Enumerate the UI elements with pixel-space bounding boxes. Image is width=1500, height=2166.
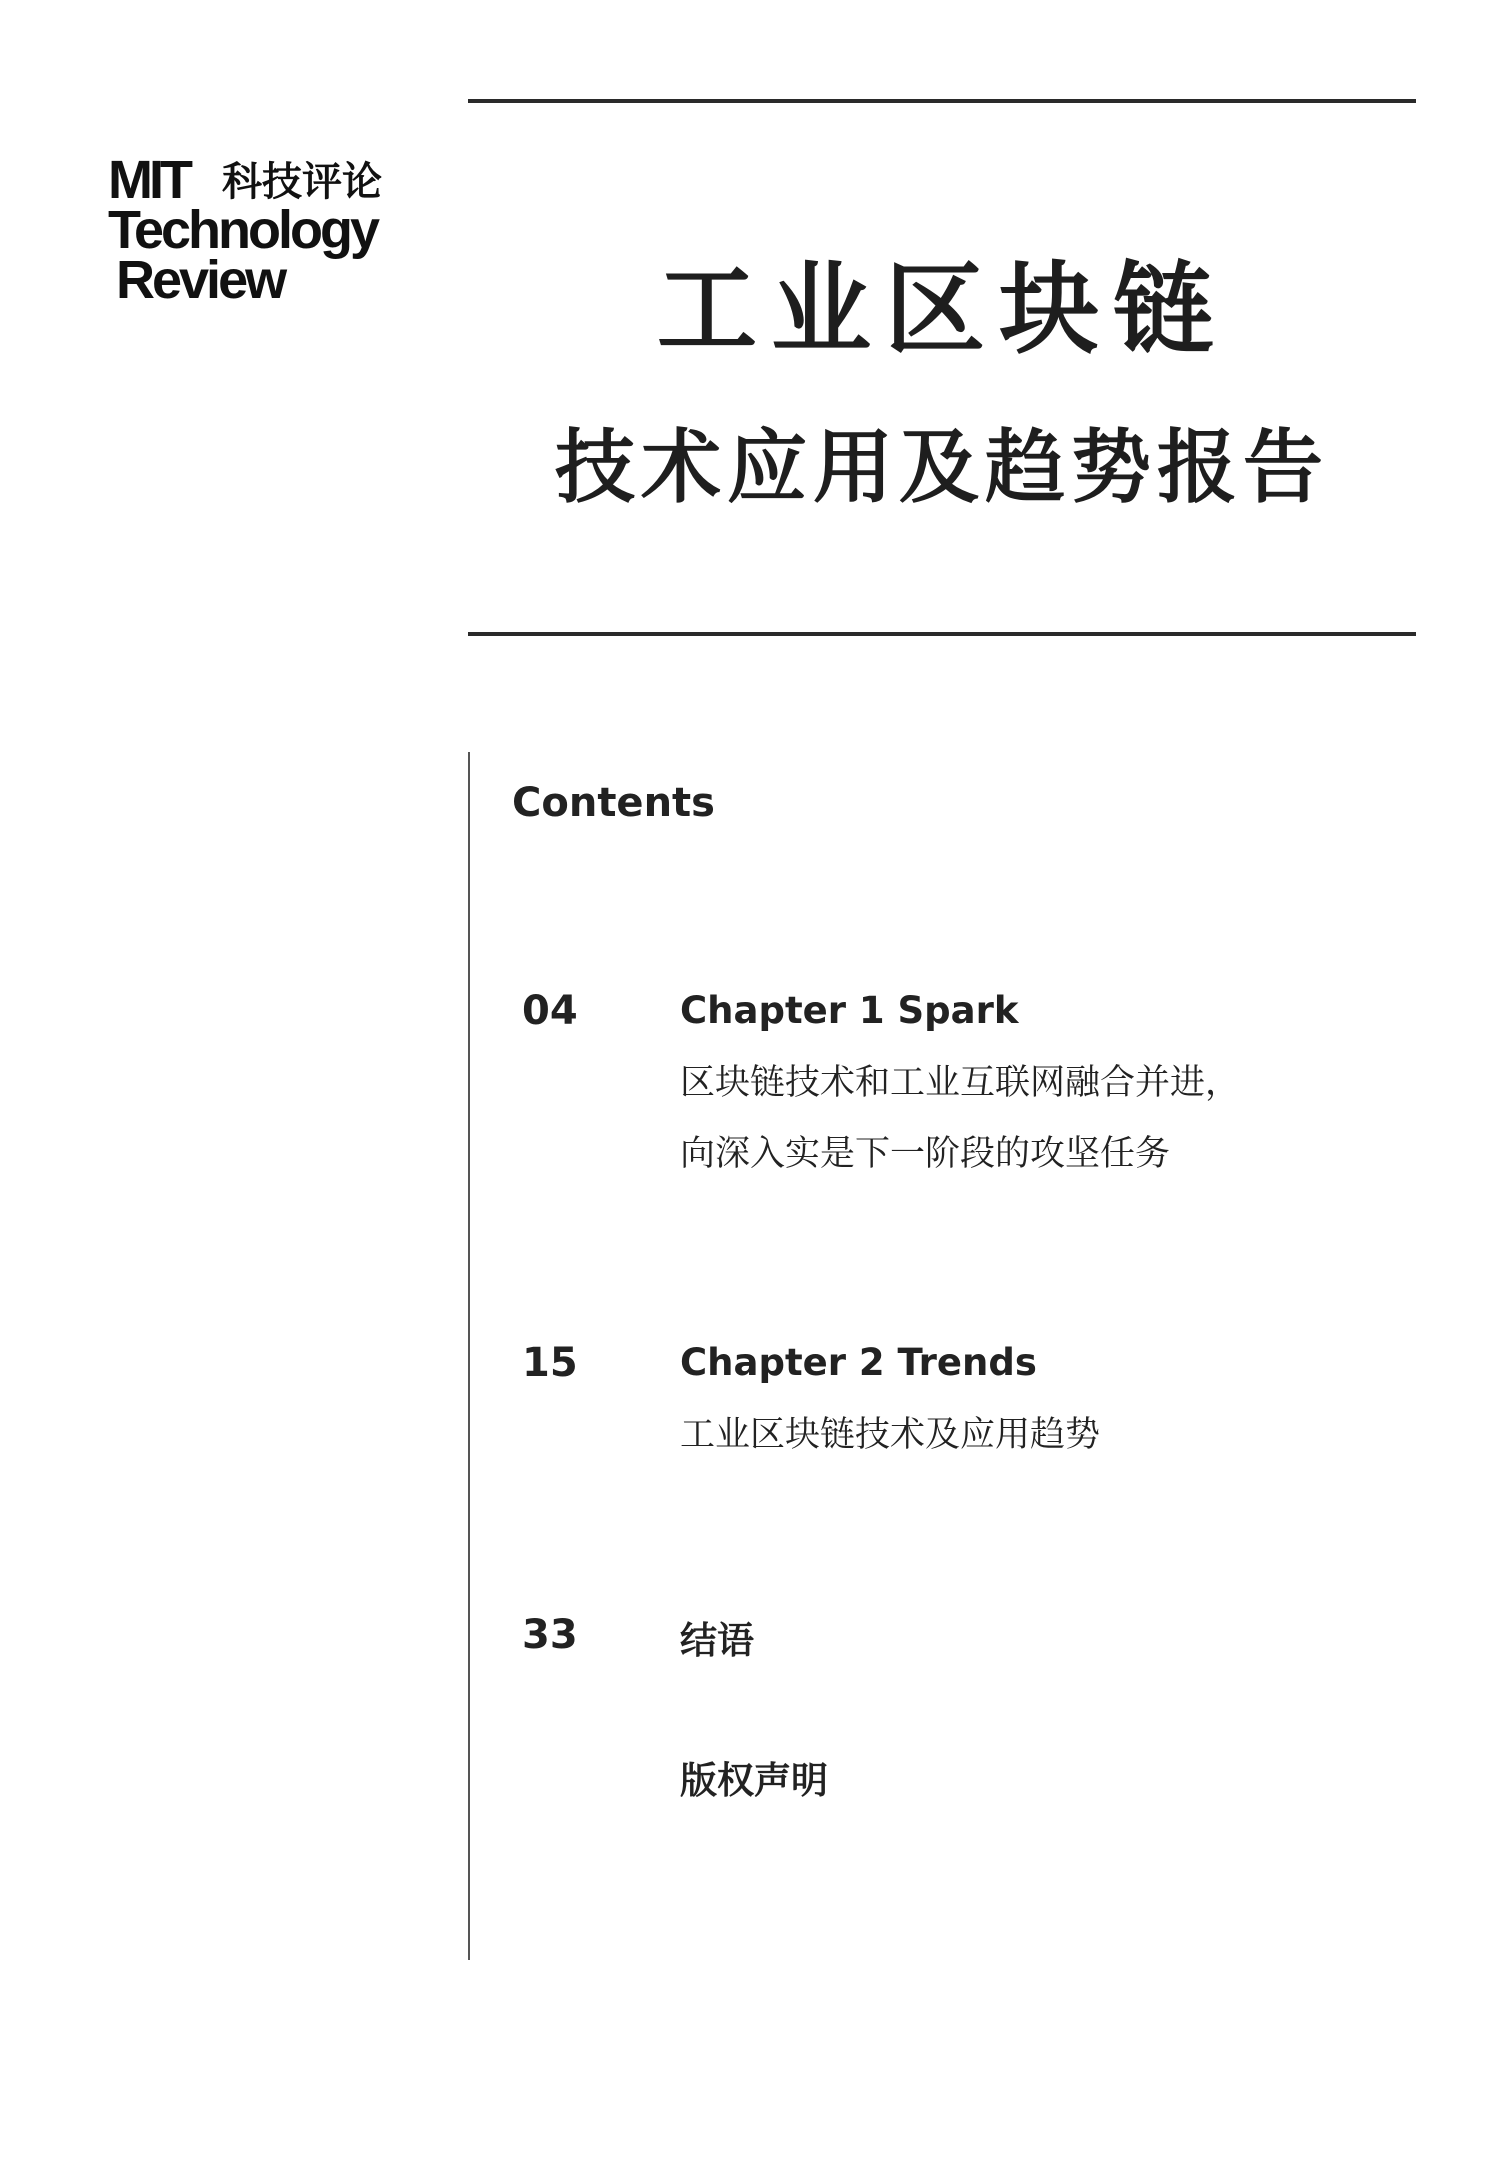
logo-technology-text: Technology <box>108 200 378 260</box>
toc-page-number: 33 <box>522 1612 578 1658</box>
toc-page-number: 04 <box>522 988 578 1034</box>
toc-chapter-description: 向深入实是下一阶段的攻坚任务 <box>680 1134 1171 1174</box>
bottom-divider <box>468 632 1416 636</box>
logo-mit-text: MIT <box>108 150 189 210</box>
toc-chapter-title[interactable]: Chapter 1 Spark <box>680 989 1019 1032</box>
mit-technology-review-logo <box>108 152 408 312</box>
contents-heading: Contents <box>512 780 715 826</box>
top-divider <box>468 99 1416 103</box>
contents-vertical-line <box>468 752 470 1960</box>
logo-review-text: Review <box>116 250 285 310</box>
toc-chapter-description: 区块链技术和工业互联网融合并进， <box>680 1063 1241 1103</box>
report-subtitle: 技术应用及趋势报告 <box>555 421 1329 514</box>
toc-chapter-description: 工业区块链技术及应用趋势 <box>680 1415 1101 1455</box>
toc-chapter-title[interactable]: Chapter 2 Trends <box>680 1341 1037 1384</box>
report-title: 工业区块链 <box>657 251 1227 368</box>
toc-page-number: 15 <box>522 1340 578 1386</box>
toc-conclusion-title[interactable]: 结语 <box>680 1619 754 1662</box>
toc-copyright-title[interactable]: 版权声明 <box>680 1759 828 1802</box>
logo-chinese-text: 科技评论 <box>222 159 382 205</box>
